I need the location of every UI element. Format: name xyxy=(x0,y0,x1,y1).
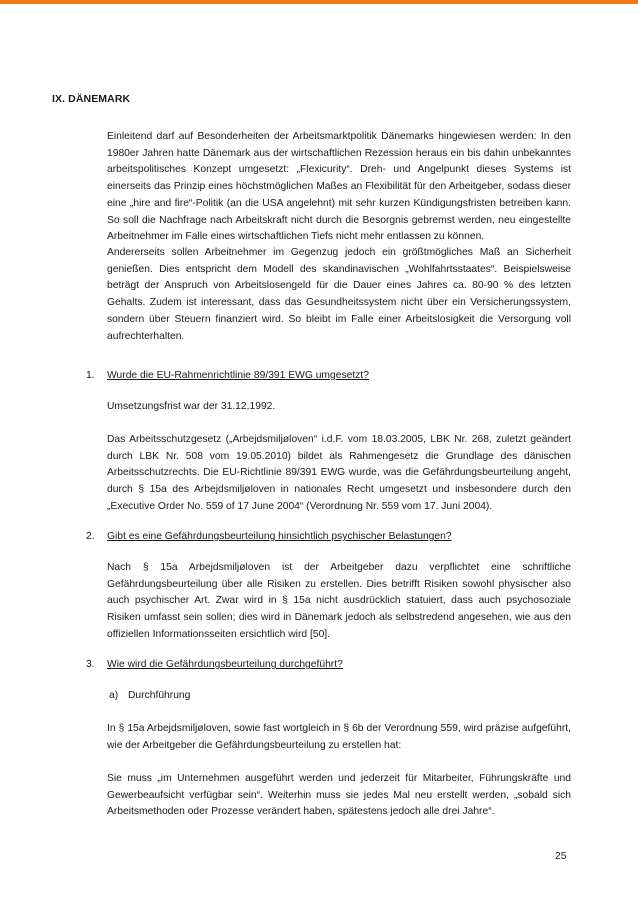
question-1-text: Wurde die EU-Rahmenrichtlinie 89/391 EWG umgesetzt? xyxy=(107,370,369,381)
section-heading: IX. DÄNEMARK xyxy=(52,93,131,105)
question-3 xyxy=(86,657,343,673)
answer-3-paragraph-2: Sie muss „im Unternehmen ausgeführt werden und jederzeit für Mitarbeiter, Führungskräfte und Gewerbeaufsicht verfügbar sein“. Weiterhin muss sie jedes Mal neu erstellt werden, „sobald sich Arbeitsmethoden oder Prozesse verändert haben, spätestens jedoch alle drei Jahre“. xyxy=(107,773,571,818)
page-number: 25 xyxy=(555,851,567,862)
question-3-number: 3. xyxy=(86,659,95,670)
answer-1-paragraph-2: Das Arbeitsschutzgesetz („Arbejdsmiljøloven“ i.d.F. vom 18.03.2005, LBK Nr. 268, zuletzt geändert durch LBK Nr. 508 vom 19.05.2010) bildet als Rahmengesetz die Grundlage des dänischen Arbeitsschutzrechts. Die EU-Richtlinie 89/391 EWG wurde, was die Gefährdungsbeurteilung angeht, durch § 15a des Arbejdsmiljøloven in nationales Recht umgesetzt und insbesondere durch den „Executive Order No. 559 of 17 June 2004“ (Verordnung Nr. 559 vom 17. Juni 2004). xyxy=(107,434,571,512)
answer-2-paragraph-1: Nach § 15a Arbejdsmiljøloven ist der Arbeitgeber dazu verpflichtet eine schriftliche Gefährdungsbeurteilung über alle Risiken zu erstellen. Dies betrifft Risiken sowohl physischer also auch psychischer Art. Zwar wird in § 15a nicht ausdrücklich statuiert, dass auch psychosoziale Risiken umfasst sein sollen; dies wird in Dänemark jedoch als selbstredend angesehen, wie aus den offiziellen Informationsseiten ersichtlich wird [50]. xyxy=(107,562,571,640)
sub-heading-a xyxy=(109,688,190,704)
sub-heading-a-title: Durchführung xyxy=(128,690,191,701)
question-2 xyxy=(86,529,452,545)
question-2-number: 2. xyxy=(86,531,95,542)
question-3-text: Wie wird die Gefährdungsbeurteilung durchgeführt? xyxy=(107,659,343,670)
question-2-text: Gibt es eine Gefährdungsbeurteilung hinsichtlich psychischer Belastungen? xyxy=(107,531,452,542)
answer-1-paragraph-1: Umsetzungsfrist war der 31.12.1992. xyxy=(107,401,276,412)
answer-3-paragraph-1: In § 15a Arbejdsmiljøloven, sowie fast wortgleich in § 6b der Verordnung 559, wird präzise aufgeführt, wie der Arbeitgeber die Gefährdungsbeurteilung zu erstellen hat: xyxy=(107,723,571,751)
question-1-number: 1. xyxy=(86,370,95,381)
sub-heading-a-label: a) xyxy=(109,690,119,701)
intro-paragraph: Einleitend darf auf Besonderheiten der Arbeitsmarktpolitik Dänemarks hingewiesen werden: In den 1980er Jahren hatte Dänemark aus der wirtschaftlichen Rezession heraus ein bis dahin unbekanntes arbeitspolitisches Konzept umgesetzt: „Flexicurity“. Dreh- und Angelpunkt dieses Systems ist einerseits das Prinzip eines höchstmöglichen Maßes an Flexibilität für den Arbeitgeber, sodass dieser eine „hire and fire“-Politik (an die USA angelehnt) mit sehr kurzen Kündigungsfristen betreiben kann. So soll die Nachfrage nach Arbeitskraft nicht durch die Besorgnis gebremst werden, neu eingestellte Arbeitnehmer im Falle eines wirtschaftlichen Tiefs nicht mehr entlassen zu können. xyxy=(107,131,571,243)
intro-paragraph-2: Andererseits sollen Arbeitnehmer im Gegenzug jedoch ein größtmögliches Maß an Sicherheit genießen. Dies entspricht dem Modell des skandinavischen „Wohlfahrtsstaates“. Beispielsweise beträgt der Anspruch von Arbeitslosengeld für die Dauer eines Jahres ca. 80-90 % des letzten Gehalts. Zudem ist interessant, dass das Gesundheitssystem nicht über ein Versicherungssystem, sondern über Steuern finanziert wird. So bleibt im Falle einer Arbeitslosigkeit die Versorgung voll aufrechterhalten. xyxy=(107,247,571,342)
question-1 xyxy=(86,368,369,384)
